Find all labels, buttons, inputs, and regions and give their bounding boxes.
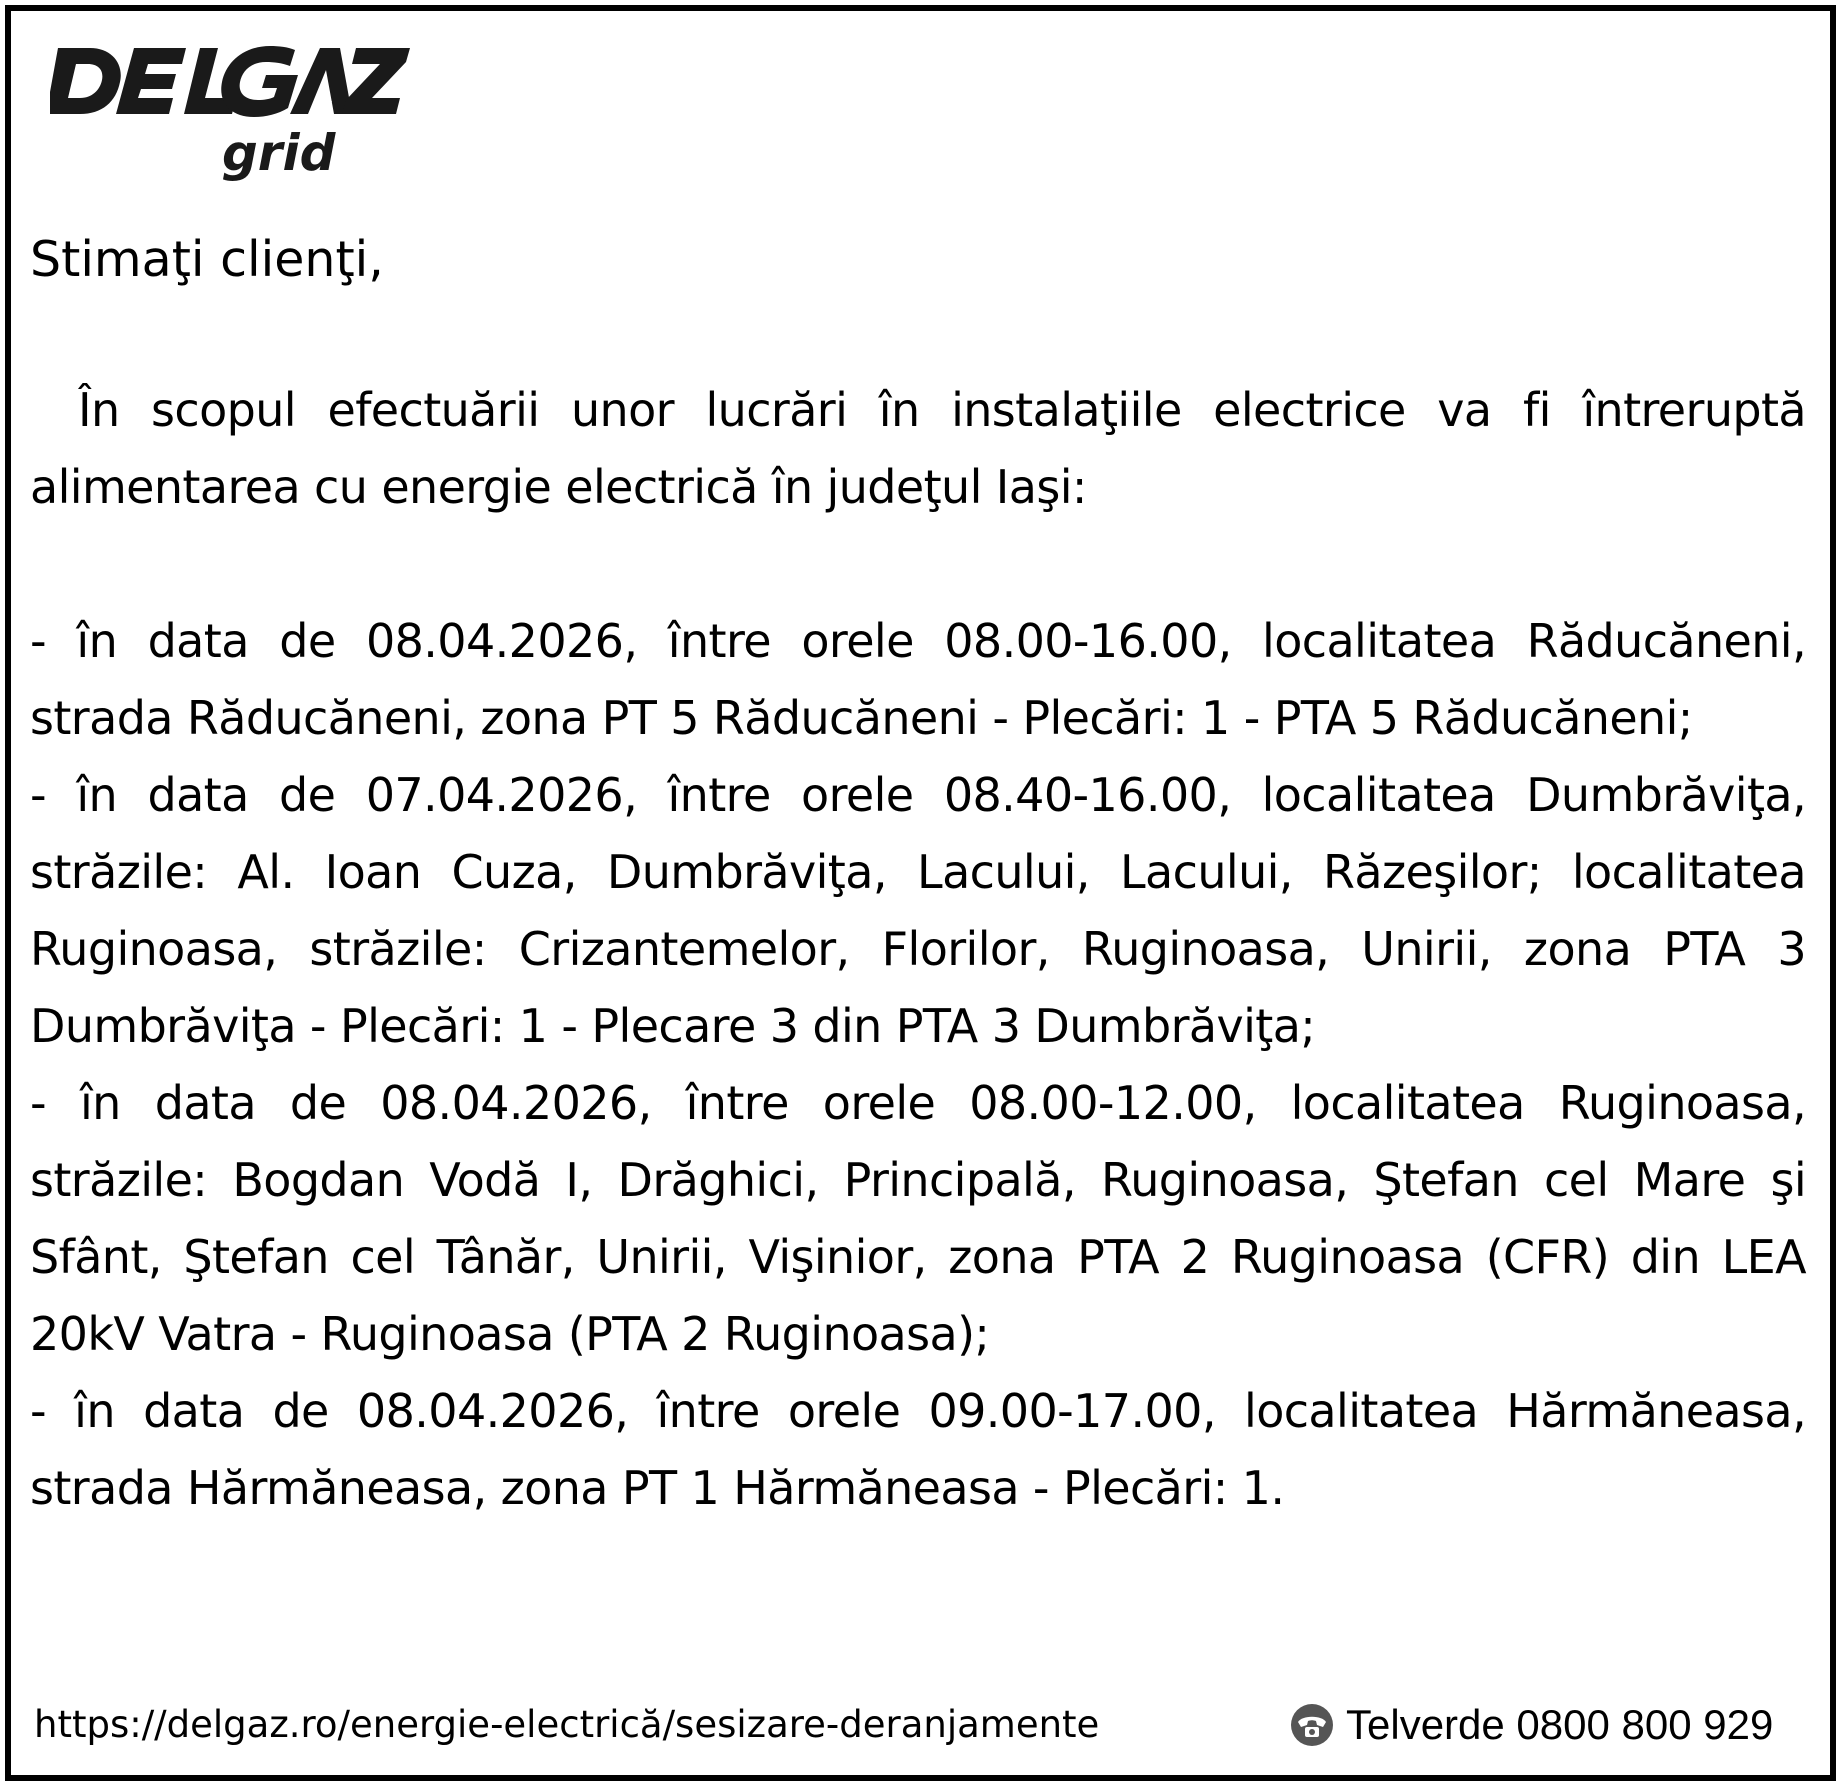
telephone-icon <box>1290 1703 1334 1747</box>
hotline-number: Telverde 0800 800 929 <box>1346 1701 1774 1748</box>
notice-content <box>30 372 1806 1527</box>
svg-text:grid: grid <box>222 124 336 182</box>
outage-item: - în data de 07.04.2026, între orele 08.40-16.00, localitatea Dumbrăviţa, străzile: Al. Ioan Cuza, Dumbrăviţa, Lacului, Lacului, Răzeşilor; localitatea Ruginoasa, străzile: Crizantemelor, Florilor, Ruginoasa, Unirii, zona PTA 3 Dumbrăviţa - Plecări: 1 - Plecare 3 din PTA 3 Dumbrăviţa; <box>30 768 1806 1053</box>
report-link[interactable]: https://delgaz.ro/energie-electrică/sesizare-deranjamente <box>34 1703 1100 1746</box>
greeting: Stimaţi clienţi, <box>30 231 384 288</box>
delgaz-grid-logo <box>50 40 410 190</box>
outage-item: - în data de 08.04.2026, între orele 09.00-17.00, localitatea Hărmăneasa, strada Hărmăneasa, zona PT 1 Hărmăneasa - Plecări: 1. <box>30 1384 1806 1515</box>
outage-item: - în data de 08.04.2026, între orele 08.00-16.00, localitatea Răducăneni, strada Răducăneni, zona PT 5 Răducăneni - Plecări: 1 - PTA 5 Răducăneni; <box>30 614 1806 745</box>
outage-item: - în data de 08.04.2026, între orele 08.00-12.00, localitatea Ruginoasa, străzile: Bogdan Vodă I, Drăghici, Principală, Ruginoasa, Ştefan cel Mare şi Sfânt, Ştefan cel Tânăr, Unirii, Vişinior, zona PTA 2 Ruginoasa (CFR) din LEA 20kV Vatra - Ruginoasa (PTA 2 Ruginoasa); <box>30 1076 1806 1361</box>
hotline <box>1290 1700 1773 1750</box>
intro-paragraph: În scopul efectuării unor lucrări în instalaţiile electrice va fi întreruptă alimentarea cu energie electrică în judeţul Iaşi: <box>30 383 1806 514</box>
